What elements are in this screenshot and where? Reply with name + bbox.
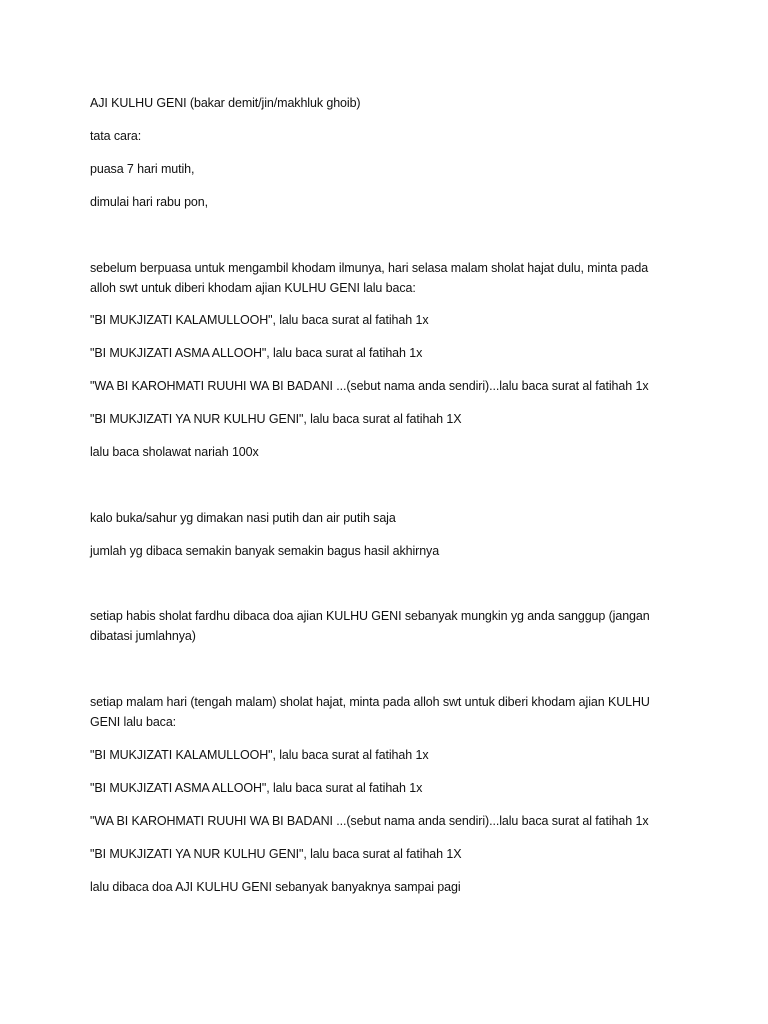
paragraph-bacaan-1: "BI MUKJIZATI KALAMULLOOH", lalu baca surat al fatihah 1x: [90, 313, 429, 327]
paragraph-bacaan-2: "BI MUKJIZATI ASMA ALLOOH", lalu baca surat al fatihah 1x: [90, 346, 423, 360]
paragraph-puasa: puasa 7 hari mutih,: [90, 162, 195, 176]
paragraph-penutup: lalu dibaca doa AJI KULHU GENI sebanyak banyaknya sampai pagi: [90, 880, 461, 894]
paragraph-bacaan-8: "BI MUKJIZATI YA NUR KULHU GENI", lalu baca surat al fatihah 1X: [90, 847, 462, 861]
paragraph-sebelum-berpuasa: sebelum berpuasa untuk mengambil khodam ilmunya, hari selasa malam sholat hajat dulu, minta pada alloh swt untuk diberi khodam ajian KULHU GENI lalu baca:: [90, 261, 649, 295]
paragraph-bacaan-7: "WA BI KAROHMATI RUUHI WA BI BADANI ...(sebut nama anda sendiri)...lalu baca surat al fatihah 1x: [90, 814, 649, 828]
paragraph-bacaan-4: "BI MUKJIZATI YA NUR KULHU GENI", lalu baca surat al fatihah 1X: [90, 412, 462, 426]
paragraph-tata-cara: tata cara:: [90, 129, 142, 143]
document-title: AJI KULHU GENI (bakar demit/jin/makhluk ghoib): [90, 96, 361, 110]
paragraph-malam-hari: setiap malam hari (tengah malam) sholat hajat, minta pada alloh swt untuk diberi khodam ajian KULHU GENI lalu baca:: [90, 695, 650, 729]
paragraph-buka-sahur: kalo buka/sahur yg dimakan nasi putih dan air putih saja: [90, 511, 396, 525]
paragraph-bacaan-6: "BI MUKJIZATI ASMA ALLOOH", lalu baca surat al fatihah 1x: [90, 781, 423, 795]
paragraph-bacaan-3: "WA BI KAROHMATI RUUHI WA BI BADANI ...(sebut nama anda sendiri)...lalu baca surat al fatihah 1x: [90, 379, 649, 393]
paragraph-sholawat: lalu baca sholawat nariah 100x: [90, 445, 259, 459]
paragraph-bacaan-5: "BI MUKJIZATI KALAMULLOOH", lalu baca surat al fatihah 1x: [90, 748, 429, 762]
paragraph-sholat-fardhu: setiap habis sholat fardhu dibaca doa ajian KULHU GENI sebanyak mungkin yg anda sanggup (jangan dibatasi jumlahnya): [90, 609, 650, 643]
paragraph-jumlah: jumlah yg dibaca semakin banyak semakin bagus hasil akhirnya: [90, 544, 440, 558]
paragraph-dimulai: dimulai hari rabu pon,: [90, 195, 209, 209]
